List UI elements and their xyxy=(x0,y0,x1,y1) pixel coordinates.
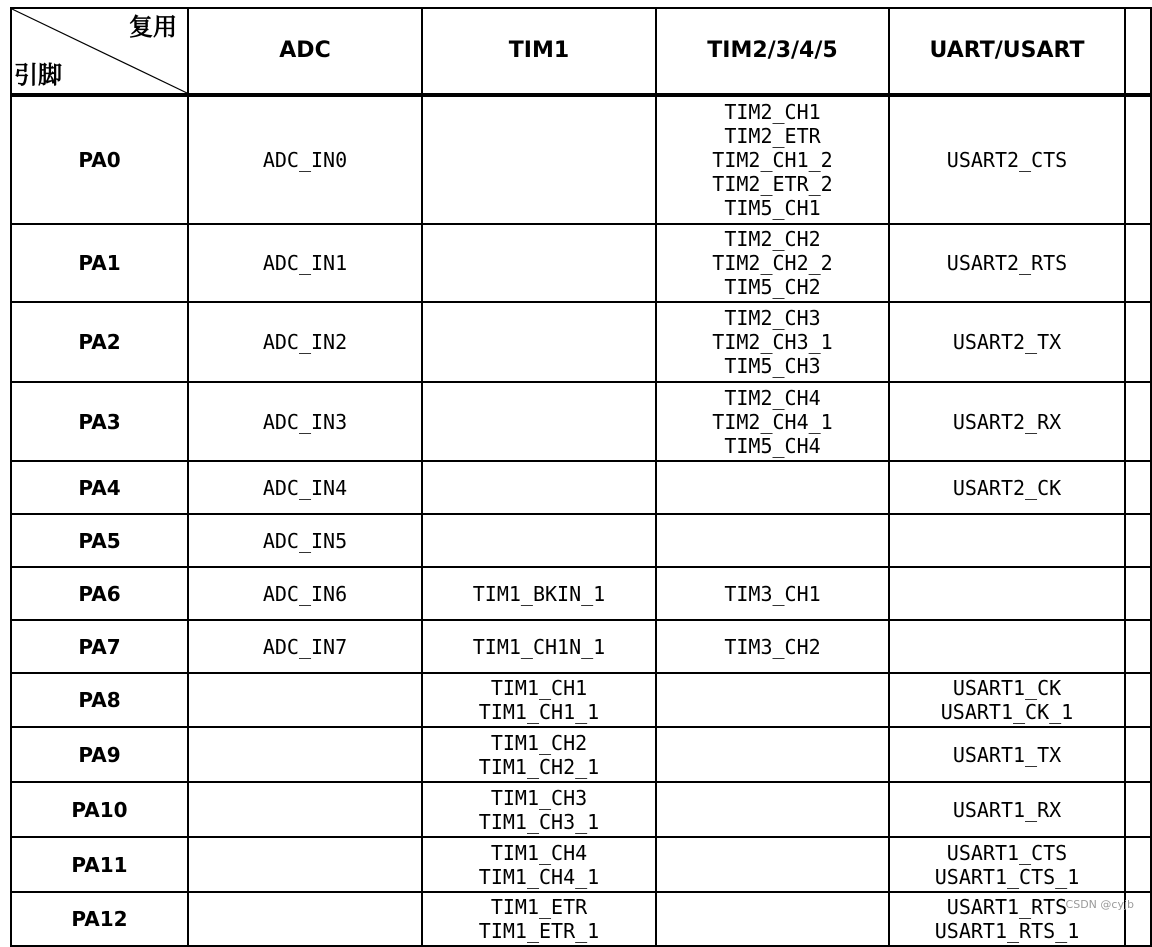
signal-label: USART2_RX xyxy=(952,409,1062,434)
table-row xyxy=(11,782,1151,837)
cutoff-cell xyxy=(1125,461,1151,514)
tim1-cell xyxy=(422,567,656,620)
signal-label: TIM1_CH3 xyxy=(490,785,588,810)
signal-label: TIM1_ETR xyxy=(490,895,588,919)
pin-cell: PA9 xyxy=(11,727,188,782)
pin-cell: PA0 xyxy=(11,95,188,224)
adc-cell xyxy=(188,382,422,461)
cutoff-cell xyxy=(1125,382,1151,461)
uart-cell xyxy=(889,224,1125,302)
signal-label: TIM2_CH4_1 xyxy=(712,409,833,434)
signal-label: TIM2_CH2 xyxy=(724,227,821,251)
uart-cell xyxy=(889,95,1125,224)
pin-cell: PA2 xyxy=(11,302,188,382)
signal-label: TIM2_CH2_2 xyxy=(712,251,833,275)
tim2345-cell xyxy=(656,95,889,224)
signal-label: TIM2_CH1_2 xyxy=(712,148,833,172)
tim1-cell xyxy=(422,727,656,782)
table-row xyxy=(11,224,1151,302)
cutoff-cell xyxy=(1125,302,1151,382)
adc-cell xyxy=(188,461,422,514)
signal-label: USART1_CTS xyxy=(946,840,1068,865)
adc-cell xyxy=(188,514,422,567)
tim2345-cell xyxy=(656,224,889,302)
tim1-cell xyxy=(422,782,656,837)
adc-cell xyxy=(188,620,422,673)
signal-label: TIM3_CH1 xyxy=(724,581,821,606)
tim2345-cell xyxy=(656,727,889,782)
tim1-cell xyxy=(422,837,656,892)
pin-cell: PA6 xyxy=(11,567,188,620)
adc-cell xyxy=(188,567,422,620)
tim1-cell xyxy=(422,382,656,461)
adc-cell xyxy=(188,892,422,946)
tim1-cell xyxy=(422,673,656,727)
adc-cell xyxy=(188,224,422,302)
signal-label: TIM1_CH2 xyxy=(490,730,588,755)
signal-label: TIM1_CH1_1 xyxy=(478,700,600,724)
signal-label: TIM2_CH1 xyxy=(724,100,821,124)
pin-cell: PA4 xyxy=(11,461,188,514)
table-row xyxy=(11,837,1151,892)
adc-cell xyxy=(188,95,422,224)
signal-label: USART1_CTS_1 xyxy=(934,864,1080,889)
signal-label: TIM1_CH4 xyxy=(490,840,588,865)
column-header-adc: ADC xyxy=(188,8,422,95)
signal-label: TIM1_ETR_1 xyxy=(478,919,600,943)
cutoff-cell xyxy=(1125,837,1151,892)
tim2345-cell xyxy=(656,514,889,567)
signal-label: USART1_CK xyxy=(952,676,1062,700)
cutoff-cell xyxy=(1125,514,1151,567)
pin-cell: PA5 xyxy=(11,514,188,567)
signal-label: TIM2_CH4 xyxy=(724,385,821,410)
table-row xyxy=(11,382,1151,461)
adc-cell xyxy=(188,673,422,727)
tim2345-cell xyxy=(656,382,889,461)
cutoff-cell xyxy=(1125,727,1151,782)
signal-label: USART1_TX xyxy=(952,742,1062,767)
tim1-cell xyxy=(422,514,656,567)
signal-label: ADC_IN1 xyxy=(262,251,348,275)
tim2345-cell xyxy=(656,837,889,892)
signal-label: ADC_IN6 xyxy=(262,581,348,606)
table-row xyxy=(11,95,1151,224)
uart-cell xyxy=(889,620,1125,673)
pin-remap-table xyxy=(10,7,1152,947)
pin-cell: PA11 xyxy=(11,837,188,892)
header-row xyxy=(11,8,1151,95)
cutoff-cell xyxy=(1125,567,1151,620)
table-row xyxy=(11,620,1151,673)
signal-label: TIM1_CH1 xyxy=(490,676,588,700)
tim1-cell xyxy=(422,95,656,224)
signal-label: TIM1_CH3_1 xyxy=(478,809,600,834)
signal-label: USART1_CK_1 xyxy=(940,700,1074,724)
cutoff-cell xyxy=(1125,782,1151,837)
signal-label: TIM5_CH2 xyxy=(724,275,821,299)
signal-label: TIM5_CH4 xyxy=(724,433,821,458)
uart-cell xyxy=(889,461,1125,514)
table-row xyxy=(11,727,1151,782)
tim1-cell xyxy=(422,461,656,514)
cutoff-cell xyxy=(1125,224,1151,302)
tim2345-cell xyxy=(656,892,889,946)
signal-label: TIM2_ETR_2 xyxy=(712,172,833,196)
table-row xyxy=(11,567,1151,620)
table-row xyxy=(11,302,1151,382)
tim2345-cell xyxy=(656,461,889,514)
signal-label: USART2_RTS xyxy=(946,251,1068,275)
signal-label: TIM5_CH3 xyxy=(724,354,821,378)
adc-cell xyxy=(188,837,422,892)
signal-label: ADC_IN5 xyxy=(262,528,348,553)
signal-label: TIM2_CH3_1 xyxy=(712,330,833,354)
tim2345-cell xyxy=(656,782,889,837)
signal-label: USART1_RTS xyxy=(946,895,1068,919)
cutoff-cell xyxy=(1125,620,1151,673)
table-row xyxy=(11,673,1151,727)
signal-label: TIM1_CH4_1 xyxy=(478,864,600,889)
pin-cell: PA1 xyxy=(11,224,188,302)
signal-label: ADC_IN4 xyxy=(262,475,348,500)
signal-label: USART1_RTS_1 xyxy=(934,919,1080,943)
table-body xyxy=(11,95,1151,946)
uart-cell xyxy=(889,782,1125,837)
signal-label: ADC_IN2 xyxy=(262,330,348,354)
adc-cell xyxy=(188,302,422,382)
tim2345-cell xyxy=(656,620,889,673)
watermark: CSDN @cyjb xyxy=(1065,898,1134,911)
signal-label: USART2_TX xyxy=(952,330,1062,354)
signal-label: TIM1_BKIN_1 xyxy=(472,581,606,606)
signal-label: TIM2_CH3 xyxy=(724,306,821,330)
signal-label: USART2_CK xyxy=(952,475,1062,500)
table-row xyxy=(11,514,1151,567)
signal-label: ADC_IN3 xyxy=(262,409,348,434)
corner-label-function: 复用 xyxy=(129,13,177,41)
column-header-uart: UART/USART xyxy=(889,8,1125,95)
tim2345-cell xyxy=(656,567,889,620)
adc-cell xyxy=(188,782,422,837)
signal-label: TIM1_CH1N_1 xyxy=(472,634,606,659)
uart-cell xyxy=(889,837,1125,892)
cutoff-cell xyxy=(1125,95,1151,224)
uart-cell xyxy=(889,382,1125,461)
column-header-tim2345: TIM2/3/4/5 xyxy=(656,8,889,95)
column-header-cutoff xyxy=(1125,8,1151,95)
corner-label-pin: 引脚 xyxy=(14,61,62,89)
tim2345-cell xyxy=(656,673,889,727)
tim1-cell xyxy=(422,620,656,673)
pin-cell: PA7 xyxy=(11,620,188,673)
table-row xyxy=(11,892,1151,946)
uart-cell xyxy=(889,567,1125,620)
table-frame xyxy=(10,7,1150,943)
adc-cell xyxy=(188,727,422,782)
signal-label: USART1_RX xyxy=(952,797,1062,822)
pin-cell: PA8 xyxy=(11,673,188,727)
column-header-tim1: TIM1 xyxy=(422,8,656,95)
signal-label: ADC_IN7 xyxy=(262,634,348,659)
tim1-cell xyxy=(422,224,656,302)
tim1-cell xyxy=(422,892,656,946)
table-row xyxy=(11,461,1151,514)
pin-cell: PA12 xyxy=(11,892,188,946)
signal-label: TIM3_CH2 xyxy=(724,634,821,659)
tim1-cell xyxy=(422,302,656,382)
pin-cell: PA3 xyxy=(11,382,188,461)
signal-label: TIM1_CH2_1 xyxy=(478,754,600,779)
tim2345-cell xyxy=(656,302,889,382)
uart-cell xyxy=(889,302,1125,382)
uart-cell xyxy=(889,727,1125,782)
pin-cell: PA10 xyxy=(11,782,188,837)
uart-cell xyxy=(889,514,1125,567)
corner-header-cell xyxy=(11,8,188,95)
signal-label: TIM5_CH1 xyxy=(724,196,821,220)
signal-label: USART2_CTS xyxy=(946,148,1068,172)
signal-label: TIM2_ETR xyxy=(724,124,821,148)
cutoff-cell xyxy=(1125,673,1151,727)
uart-cell xyxy=(889,673,1125,727)
signal-label: ADC_IN0 xyxy=(262,148,348,172)
